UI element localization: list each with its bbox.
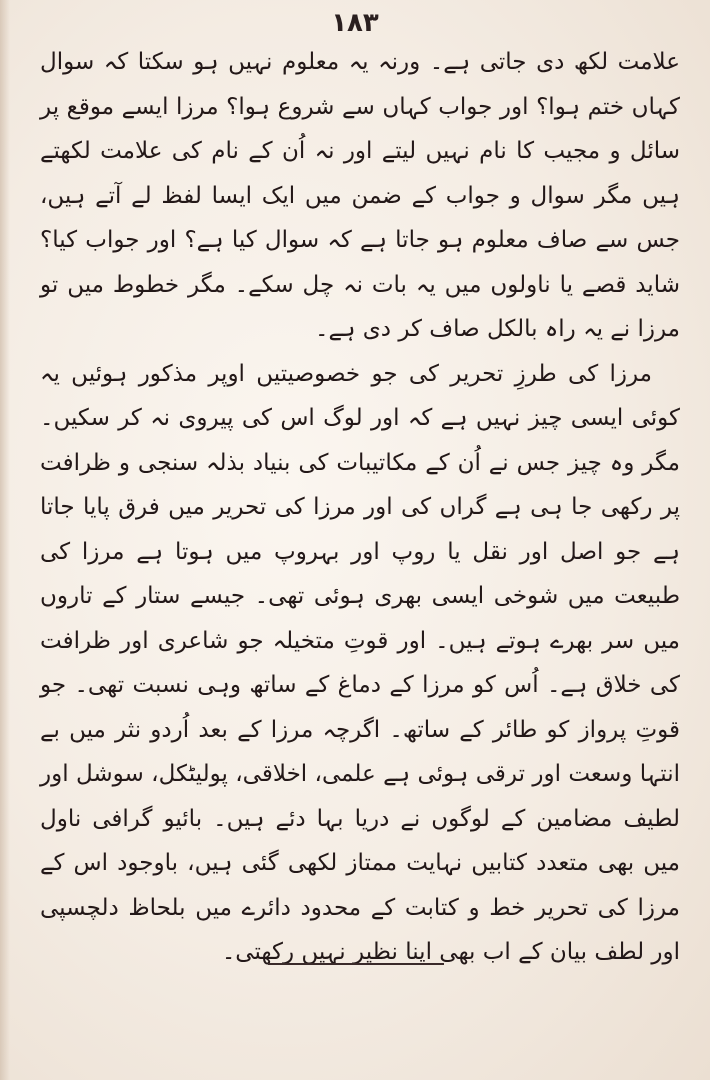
body-text [40,40,680,975]
page-number: ۱۸۳ [331,8,379,38]
page-edge-shadow [0,0,10,1080]
paragraph-1: علامت لکھ دی جاتی ہے۔ ورنہ یہ معلوم نہیں ہو سکتا کہ سوال کہاں ختم ہوا؟ اور جواب کہاں سے شروع ہوا؟ مرزا ایسے موقع پر سائل و مجیب کا نام نہیں لیتے اور نہ اُن کے نام کی علامت لکھتے ہیں مگر سوال و جواب کے ضمن میں ایک ایسا لفظ لے آتے ہیں، جس سے صاف معلوم ہو جاتا ہے کہ سوال کیا ہے؟ اور جواب کیا؟ شاید قصے یا ناولوں میں یہ بات نہ چل سکے۔ مگر خطوط میں تو مرزا نے یہ راہ بالکل صاف کر دی ہے۔ [40,49,680,342]
paragraph-2: مرزا کی طرزِ تحریر کی جو خصوصیتیں اوپر مذکور ہوئیں یہ کوئی ایسی چیز نہیں ہے کہ اور لوگ اس کی پیروی نہ کر سکیں۔ مگر وہ چیز جس نے اُن کے مکاتیبات کی بنیاد بذلہ سنجی و ظرافت پر رکھی جا ہی ہے گراں کی اور مرزا کی تحریر میں فرق پایا جاتا ہے جو اصل اور نقل یا روپ اور بہروپ میں ہوتا ہے مرزا کی طبیعت میں شوخی ایسی بھری ہوئی تھی۔ جیسے ستار کے تاروں میں سر بھرے ہوتے ہیں۔ اور قوتِ متخیلہ جو شاعری اور ظرافت کی خلاق ہے۔ اُس کو مرزا کے دماغ کے ساتھ وہی نسبت تھی۔ جو قوتِ پرواز کو طائر کے ساتھ۔ اگرچہ مرزا کے بعد اُردو نثر میں بے انتہا وسعت اور ترقی ہوئی ہے علمی، اخلاقی، پولیٹکل، سوشل اور لطیف مضامین کے لوگوں نے دریا بہا دئے ہیں۔ بائیو گرافی ناول میں بھی متعدد کتابیں نہایت ممتاز لکھی گئی ہیں، باوجود اس کے مرزا کی تحریر خط و کتابت کے محدود دائرے میں بلحاظ دلچسپی اور لطف بیان کے اب بھی اپنا نظیر نہیں رکھتی۔ [40,360,680,965]
section-end-rule [268,963,444,965]
